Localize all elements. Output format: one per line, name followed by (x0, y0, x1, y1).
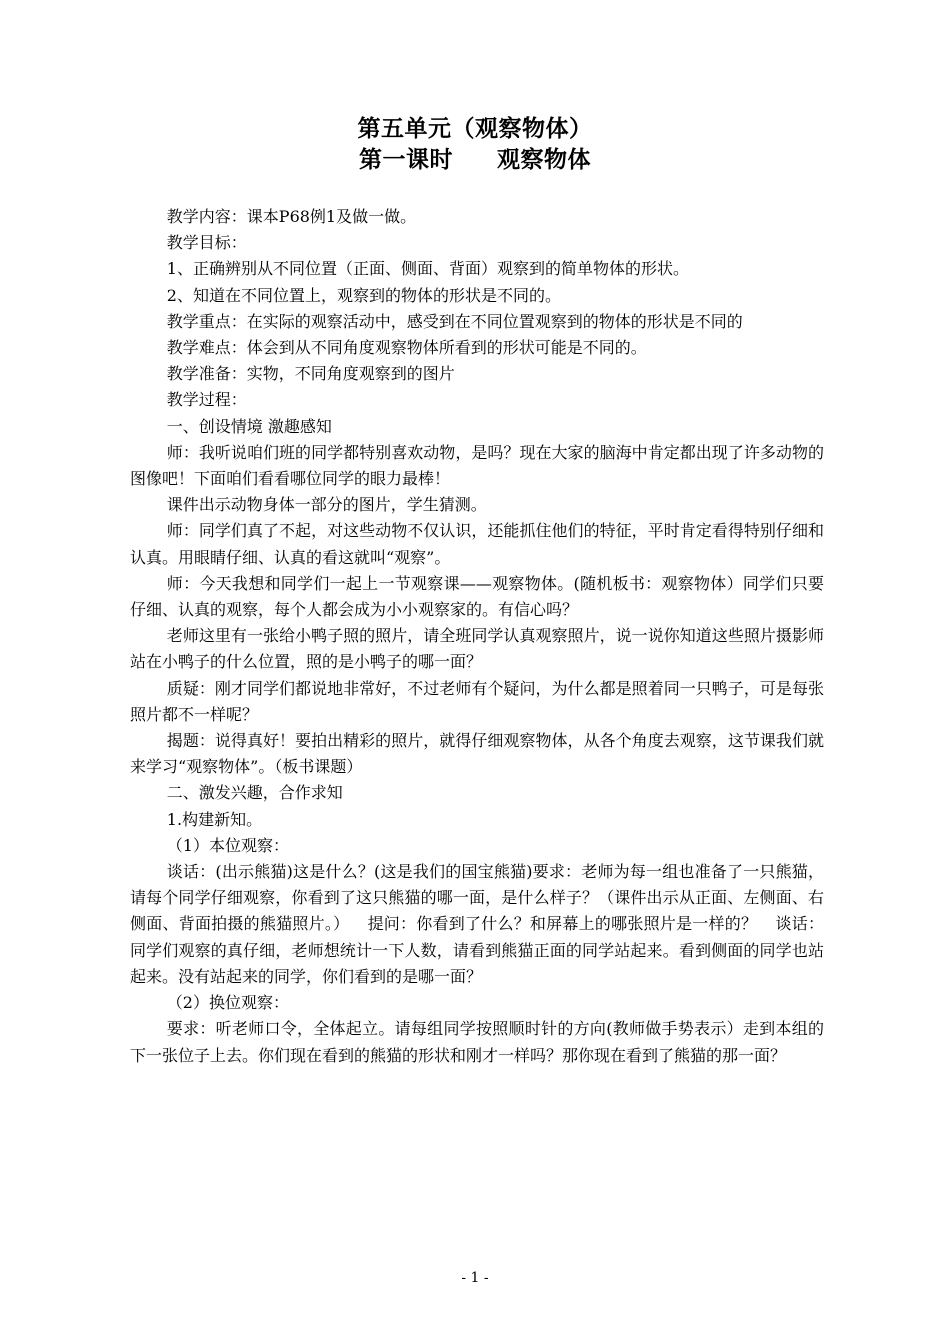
teaching-preparation: 教学准备：实物，不同角度观察到的图片 (166, 364, 455, 384)
teaching-process-heading: 教学过程： (166, 390, 247, 410)
teaching-difficulty: 教学难点：体会到从不同角度观察物体所看到的形状可能是不同的。 (166, 338, 647, 358)
lesson-number: 第一课时 (359, 146, 453, 173)
paragraph: 师：同学们真了不起，对这些动物不仅认识，还能抓住他们的特征，平时肯定看得特别仔细和认真。用眼睛仔细、认真的看这就叫“观察”。 (130, 521, 824, 567)
dialogue-text: 提问：你看到了什么？和屏幕上的哪张照片是一样的？ (367, 914, 758, 934)
subsubsection-heading-1: （1）本位观察： (166, 835, 289, 855)
teaching-content: 教学内容：课本P68例1及做一做。 (166, 207, 417, 226)
paragraph: 揭题：说得真好！要拍出精彩的照片，就得仔细观察物体，从各个角度去观察，这节课我们就来学习“观察物体”。（板书课题） (130, 731, 824, 777)
lesson-title (0, 144, 950, 175)
dialogue-text: 谈话：(出示熊猫)这是什么？(这是我们的国宝熊猫)要求：老师为每一组也准备了一只熊猫，请每个同学仔细观察，你看到了这只熊猫的哪一面，是什么样子？（课件出示从正面、左侧面、右侧面、背面拍摄的熊猫照片。） (130, 862, 824, 934)
dialogue-text: 谈话：同学们观察的真仔细，老师想统计一下人数，请看到熊猫正面的同学站起来。看到侧面的同学也站起来。没有站起来的同学，你们看到的是哪一面？ (130, 914, 824, 986)
paragraph: 要求：听老师口令，全体起立。请每组同学按照顺时针的方向(教师做手势表示）走到本组的下一张位子上去。你们现在看到的熊猫的形状和刚才一样吗？那你现在看到了熊猫的那一面？ (130, 1019, 824, 1065)
lesson-body (130, 204, 824, 1069)
teaching-goals-heading: 教学目标： (166, 233, 247, 253)
paragraph: 师：今天我想和同学们一起上一节观察课——观察物体。(随机板书：观察物体）同学们只要仔细、认真的观察，每个人都会成为小小观察家的。有信心吗？ (130, 573, 824, 620)
paragraph: 课件出示动物身体一部分的图片，学生猜测。 (166, 495, 487, 515)
paragraph: 老师这里有一张给小鸭子照的照片，请全班同学认真观察照片，说一说你知道这些照片摄影师站在小鸭子的什么位置，照的是小鸭子的哪一面？ (130, 626, 824, 672)
subsubsection-heading-2: （2）换位观察： (166, 993, 289, 1013)
paragraph (130, 859, 824, 990)
lesson-name: 观察物体 (497, 146, 591, 173)
title-block (0, 113, 950, 175)
teaching-focus: 教学重点：在实际的观察活动中，感受到在不同位置观察到的物体的形状是不同的 (166, 311, 743, 331)
paragraph: 师：我听说咱们班的同学都特别喜欢动物，是吗？现在大家的脑海中肯定都出现了许多动物的图像吧！下面咱们看看哪位同学的眼力最棒！ (130, 442, 824, 489)
page-number: - 1 - (461, 1270, 489, 1286)
section-heading-2: 二、激发兴趣，合作求知 (166, 783, 343, 803)
goal-item-2: 2、知道在不同位置上，观察到的物体的形状是不同的。 (166, 285, 561, 305)
section-heading-1: 一、创设情境 激趣感知 (166, 416, 332, 436)
goal-item-1: 1、正确辨别从不同位置（正面、侧面、背面）观察到的简单物体的形状。 (166, 259, 689, 279)
subsection-heading: 1.构建新知。 (166, 809, 263, 829)
unit-title: 第五单元（观察物体） (357, 115, 593, 142)
paragraph: 质疑：刚才同学们都说地非常好，不过老师有个疑问，为什么都是照着同一只鸭子，可是每张照片都不一样呢？ (130, 678, 824, 724)
